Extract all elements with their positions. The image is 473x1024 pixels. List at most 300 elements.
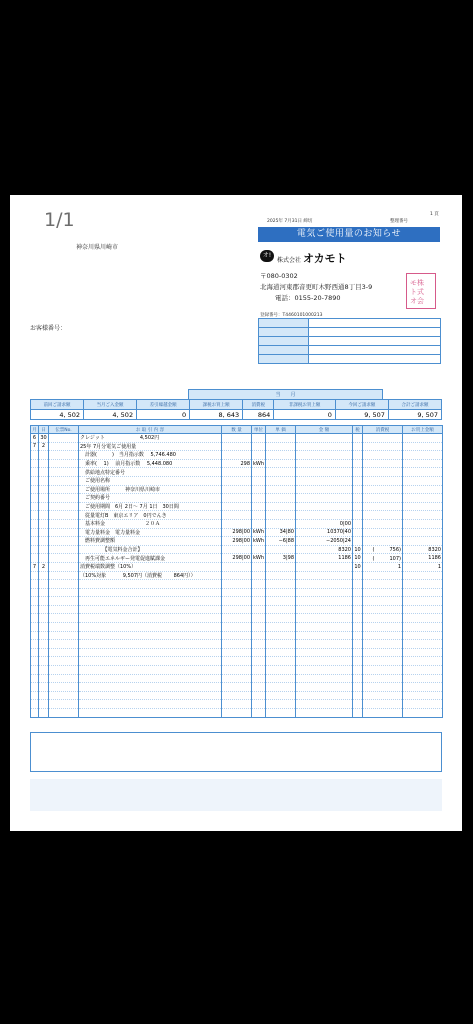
table-cell xyxy=(49,631,79,640)
table-cell xyxy=(296,605,353,614)
seal-icon xyxy=(407,276,435,308)
table-cell xyxy=(222,605,252,614)
table-cell xyxy=(266,709,296,718)
summary-value: 9, 507 xyxy=(335,410,388,420)
table-cell xyxy=(252,502,266,511)
table-cell xyxy=(363,580,403,589)
table-cell xyxy=(266,545,296,554)
table-cell xyxy=(296,511,353,520)
table-cell xyxy=(49,674,79,683)
table-row xyxy=(31,588,443,597)
table-cell xyxy=(266,605,296,614)
table-cell xyxy=(363,571,403,580)
summary-header: 前回ご請求額 xyxy=(31,400,84,410)
table-cell xyxy=(39,554,49,563)
table-row xyxy=(31,648,443,657)
table-cell xyxy=(363,614,403,623)
table-cell xyxy=(266,631,296,640)
table-cell xyxy=(79,580,222,589)
table-cell xyxy=(49,623,79,632)
svg-text:ト式: ト式 xyxy=(410,288,424,296)
table-cell: 6 xyxy=(31,434,39,443)
table-cell xyxy=(252,674,266,683)
table-cell xyxy=(403,648,443,657)
table-cell xyxy=(353,640,363,649)
table-cell xyxy=(353,468,363,477)
table-cell xyxy=(49,588,79,597)
table-cell xyxy=(296,648,353,657)
table-cell xyxy=(252,451,266,460)
table-cell xyxy=(222,631,252,640)
table-cell xyxy=(403,691,443,700)
table-cell xyxy=(363,648,403,657)
table-cell xyxy=(353,588,363,597)
table-cell xyxy=(252,691,266,700)
table-row xyxy=(31,511,443,520)
page-number: 1 頁 xyxy=(430,212,439,217)
table-row xyxy=(31,502,443,511)
table-cell xyxy=(353,709,363,718)
table-cell: ( 107) xyxy=(363,554,403,563)
table-cell xyxy=(79,640,222,649)
table-row xyxy=(31,580,443,589)
table-cell xyxy=(252,605,266,614)
table-cell xyxy=(353,605,363,614)
company-phone: 電話：0155-20-7890 xyxy=(275,294,341,302)
table-cell xyxy=(222,666,252,675)
table-cell xyxy=(403,588,443,597)
table-cell xyxy=(403,571,443,580)
table-cell xyxy=(222,640,252,649)
table-cell xyxy=(266,519,296,528)
table-cell xyxy=(222,502,252,511)
table-cell: 298|00 xyxy=(222,528,252,537)
table-cell xyxy=(296,588,353,597)
table-cell xyxy=(39,502,49,511)
table-cell xyxy=(222,588,252,597)
company-prefix: 株式会社 xyxy=(277,257,302,264)
table-cell: 298|00 xyxy=(222,537,252,546)
table-cell: 8320 xyxy=(403,545,443,554)
table-cell xyxy=(353,597,363,606)
detail-header-description: お 取 引 内 容 xyxy=(79,426,222,434)
table-cell xyxy=(266,588,296,597)
table-cell xyxy=(31,666,39,675)
table-cell xyxy=(222,648,252,657)
table-row xyxy=(31,666,443,675)
table-cell xyxy=(296,580,353,589)
table-cell xyxy=(353,657,363,666)
table-cell xyxy=(296,691,353,700)
table-row xyxy=(31,459,443,468)
table-cell xyxy=(222,674,252,683)
table-cell xyxy=(49,709,79,718)
table-cell xyxy=(31,683,39,692)
table-cell xyxy=(266,562,296,571)
table-cell xyxy=(49,614,79,623)
table-cell xyxy=(222,580,252,589)
table-cell xyxy=(39,614,49,623)
table-cell xyxy=(39,691,49,700)
table-cell xyxy=(49,476,79,485)
table-cell xyxy=(363,511,403,520)
table-cell: ご使用場所 神奈川県川崎市 xyxy=(79,485,222,494)
table-cell xyxy=(49,605,79,614)
table-cell xyxy=(31,588,39,597)
table-cell xyxy=(363,502,403,511)
table-cell xyxy=(39,605,49,614)
table-cell xyxy=(266,451,296,460)
table-cell xyxy=(49,580,79,589)
table-cell xyxy=(353,571,363,580)
table-cell xyxy=(252,511,266,520)
table-row xyxy=(31,657,443,666)
table-cell xyxy=(266,459,296,468)
table-cell xyxy=(363,657,403,666)
company-info-table xyxy=(258,318,441,364)
table-row xyxy=(31,554,443,563)
detail-header-slip: 伝票No. xyxy=(49,426,79,434)
table-cell: 消費税端数調整（10%） xyxy=(79,562,222,571)
table-cell xyxy=(49,700,79,709)
table-cell xyxy=(296,700,353,709)
table-cell xyxy=(266,640,296,649)
table-row xyxy=(31,700,443,709)
table-cell xyxy=(31,674,39,683)
company-logo-icon: オ! xyxy=(260,250,274,262)
table-cell xyxy=(222,597,252,606)
table-cell: 8320 xyxy=(296,545,353,554)
table-cell: 2 xyxy=(39,442,49,451)
table-cell xyxy=(49,468,79,477)
table-row xyxy=(31,562,443,571)
table-row xyxy=(31,519,443,528)
table-cell xyxy=(296,434,353,443)
table-cell xyxy=(266,700,296,709)
table-cell xyxy=(31,468,39,477)
table-cell xyxy=(363,442,403,451)
table-cell xyxy=(31,691,39,700)
table-cell xyxy=(363,683,403,692)
table-cell xyxy=(353,511,363,520)
table-cell xyxy=(39,648,49,657)
table-cell: ご契約番号 xyxy=(79,494,222,503)
table-cell xyxy=(39,519,49,528)
table-row xyxy=(31,674,443,683)
table-cell xyxy=(222,545,252,554)
table-cell xyxy=(363,494,403,503)
table-cell: 7 xyxy=(31,442,39,451)
table-cell xyxy=(49,554,79,563)
table-cell xyxy=(266,511,296,520)
table-cell: −6|88 xyxy=(266,537,296,546)
table-cell xyxy=(403,640,443,649)
table-cell xyxy=(79,709,222,718)
table-cell: 1186 xyxy=(403,554,443,563)
table-cell xyxy=(266,657,296,666)
summary-header: 消費税 xyxy=(243,400,274,410)
table-cell: ご使用期間 6月 2日〜 7月 1日 30日間 xyxy=(79,502,222,511)
table-cell xyxy=(49,451,79,460)
table-cell xyxy=(353,434,363,443)
table-cell: kWh xyxy=(253,460,265,467)
table-cell xyxy=(31,657,39,666)
table-row xyxy=(31,442,443,451)
table-cell xyxy=(222,468,252,477)
table-cell xyxy=(39,476,49,485)
table-row xyxy=(31,709,443,718)
table-cell: 2 xyxy=(39,562,49,571)
table-cell xyxy=(39,657,49,666)
table-cell xyxy=(252,485,266,494)
table-cell xyxy=(296,562,353,571)
table-cell xyxy=(403,597,443,606)
table-cell xyxy=(252,545,266,554)
table-cell xyxy=(49,434,79,443)
table-cell xyxy=(39,571,49,580)
table-cell xyxy=(49,640,79,649)
table-cell xyxy=(79,691,222,700)
table-cell xyxy=(222,709,252,718)
table-cell xyxy=(222,657,252,666)
table-cell xyxy=(31,494,39,503)
table-cell xyxy=(296,451,353,460)
table-cell xyxy=(39,674,49,683)
table-cell xyxy=(403,451,443,460)
table-cell xyxy=(403,459,443,468)
table-cell xyxy=(266,683,296,692)
table-cell: kWh xyxy=(253,529,265,536)
table-cell xyxy=(39,597,49,606)
table-cell xyxy=(403,537,443,546)
table-cell xyxy=(31,640,39,649)
table-cell: ( 756) xyxy=(363,545,403,554)
table-cell xyxy=(39,459,49,468)
table-cell xyxy=(222,683,252,692)
summary-value: 0 xyxy=(137,410,190,420)
table-cell: 10370|40 xyxy=(296,528,353,537)
table-cell xyxy=(39,580,49,589)
table-row xyxy=(31,528,443,537)
table-cell xyxy=(39,537,49,546)
table-cell xyxy=(403,605,443,614)
table-cell xyxy=(363,519,403,528)
table-cell xyxy=(79,588,222,597)
table-cell xyxy=(296,640,353,649)
table-cell xyxy=(353,700,363,709)
table-cell xyxy=(31,537,39,546)
table-cell xyxy=(49,485,79,494)
table-cell xyxy=(39,683,49,692)
table-cell xyxy=(222,511,252,520)
table-cell xyxy=(31,545,39,554)
table-row xyxy=(31,537,443,546)
customer-number-label: お客様番号： xyxy=(30,325,67,332)
summary-value: 0 xyxy=(274,410,336,420)
table-cell xyxy=(363,709,403,718)
table-cell xyxy=(403,614,443,623)
table-cell xyxy=(353,666,363,675)
table-row xyxy=(31,434,443,443)
table-cell xyxy=(363,674,403,683)
table-cell xyxy=(266,442,296,451)
table-row xyxy=(31,485,443,494)
table-cell xyxy=(252,640,266,649)
table-cell xyxy=(266,623,296,632)
table-cell xyxy=(296,666,353,675)
table-cell xyxy=(403,683,443,692)
table-row xyxy=(31,640,443,649)
table-cell xyxy=(39,485,49,494)
table-cell: 30 xyxy=(40,434,47,441)
table-cell xyxy=(252,631,266,640)
table-cell xyxy=(222,562,252,571)
table-cell: 燃料費調整額 xyxy=(79,537,222,546)
table-cell xyxy=(222,494,252,503)
table-cell xyxy=(363,485,403,494)
table-cell xyxy=(403,468,443,477)
table-cell xyxy=(353,631,363,640)
table-cell xyxy=(222,485,252,494)
table-cell xyxy=(353,459,363,468)
table-cell xyxy=(353,580,363,589)
table-cell xyxy=(31,709,39,718)
table-cell xyxy=(296,485,353,494)
table-cell xyxy=(353,674,363,683)
table-cell xyxy=(363,691,403,700)
table-cell xyxy=(403,657,443,666)
table-row xyxy=(31,571,443,580)
table-cell xyxy=(31,631,39,640)
table-cell xyxy=(79,631,222,640)
table-cell: −2050|24 xyxy=(296,537,353,546)
table-cell xyxy=(353,683,363,692)
table-cell: 【電気料金合計】 xyxy=(79,545,222,554)
table-cell xyxy=(252,588,266,597)
table-cell: 再生可能エネルギー発電促進賦課金 xyxy=(79,554,222,563)
table-cell: 298 xyxy=(222,459,252,468)
table-cell xyxy=(353,476,363,485)
table-cell xyxy=(49,666,79,675)
table-cell xyxy=(403,700,443,709)
table-cell xyxy=(353,485,363,494)
table-cell xyxy=(266,580,296,589)
summary-value: 8, 643 xyxy=(190,410,243,420)
svg-text:モ株: モ株 xyxy=(410,279,424,287)
table-cell xyxy=(31,511,39,520)
table-cell xyxy=(79,657,222,666)
table-cell xyxy=(252,494,266,503)
table-cell xyxy=(49,511,79,520)
table-cell xyxy=(266,571,296,580)
detail-header-tax: 税 xyxy=(353,426,363,434)
table-row xyxy=(31,605,443,614)
table-cell xyxy=(363,666,403,675)
table-cell xyxy=(252,519,266,528)
table-cell xyxy=(363,434,403,443)
document-title: 電気ご使用量のお知らせ xyxy=(258,227,440,242)
table-cell xyxy=(39,700,49,709)
table-cell xyxy=(403,631,443,640)
table-cell xyxy=(222,476,252,485)
table-cell: 7 xyxy=(31,562,39,571)
table-cell xyxy=(296,709,353,718)
table-cell xyxy=(49,442,79,451)
table-cell xyxy=(79,623,222,632)
table-cell xyxy=(39,511,49,520)
detail-header-purchase-amount: お買上金額 xyxy=(403,426,443,434)
table-cell xyxy=(31,571,39,580)
table-cell xyxy=(39,709,49,718)
table-cell xyxy=(252,434,266,443)
table-cell xyxy=(252,468,266,477)
table-cell xyxy=(39,545,49,554)
table-cell xyxy=(296,571,353,580)
table-cell xyxy=(222,691,252,700)
table-cell xyxy=(222,434,252,443)
table-cell xyxy=(266,691,296,700)
table-cell xyxy=(49,571,79,580)
table-cell xyxy=(49,494,79,503)
registration-number: 登録番号：T4460101000213 xyxy=(260,313,323,318)
table-cell: 34|80 xyxy=(266,528,296,537)
table-cell xyxy=(252,657,266,666)
table-cell: 供給地点特定番号 xyxy=(79,468,222,477)
table-cell xyxy=(31,700,39,709)
detail-header-consumption-tax: 消費税 xyxy=(363,426,403,434)
table-cell xyxy=(353,528,363,537)
table-cell: 電力量料金 電力量料金 xyxy=(79,528,222,537)
company-postal: 〒080-0302 xyxy=(260,272,298,280)
table-cell xyxy=(49,648,79,657)
table-cell xyxy=(353,502,363,511)
issue-date: 2025年 7月31日 締切 xyxy=(267,219,313,224)
table-cell xyxy=(252,683,266,692)
table-cell: 10 xyxy=(354,546,361,553)
table-cell xyxy=(222,571,252,580)
table-cell xyxy=(49,502,79,511)
table-cell xyxy=(252,648,266,657)
table-cell xyxy=(79,648,222,657)
table-cell xyxy=(266,674,296,683)
table-cell: 25年 7月分電気ご使用量 xyxy=(79,442,222,451)
table-cell xyxy=(49,528,79,537)
table-row xyxy=(31,614,443,623)
detail-header-month: 月 xyxy=(32,427,37,433)
table-cell xyxy=(403,580,443,589)
table-cell xyxy=(252,700,266,709)
table-cell xyxy=(353,451,363,460)
table-cell xyxy=(31,554,39,563)
table-cell xyxy=(353,519,363,528)
table-cell xyxy=(31,580,39,589)
table-cell xyxy=(363,700,403,709)
table-cell: 1 xyxy=(403,562,443,571)
table-cell xyxy=(403,476,443,485)
page-counter: 1/1 xyxy=(44,209,75,231)
table-cell xyxy=(266,648,296,657)
table-cell: 10 xyxy=(354,563,361,570)
table-cell xyxy=(266,468,296,477)
table-cell xyxy=(31,519,39,528)
memo-box xyxy=(30,732,442,772)
table-cell xyxy=(31,502,39,511)
table-cell xyxy=(266,434,296,443)
table-cell xyxy=(31,614,39,623)
invoice-page xyxy=(10,195,462,831)
table-cell xyxy=(266,666,296,675)
current-month-group-label: 当 月 xyxy=(188,389,383,400)
